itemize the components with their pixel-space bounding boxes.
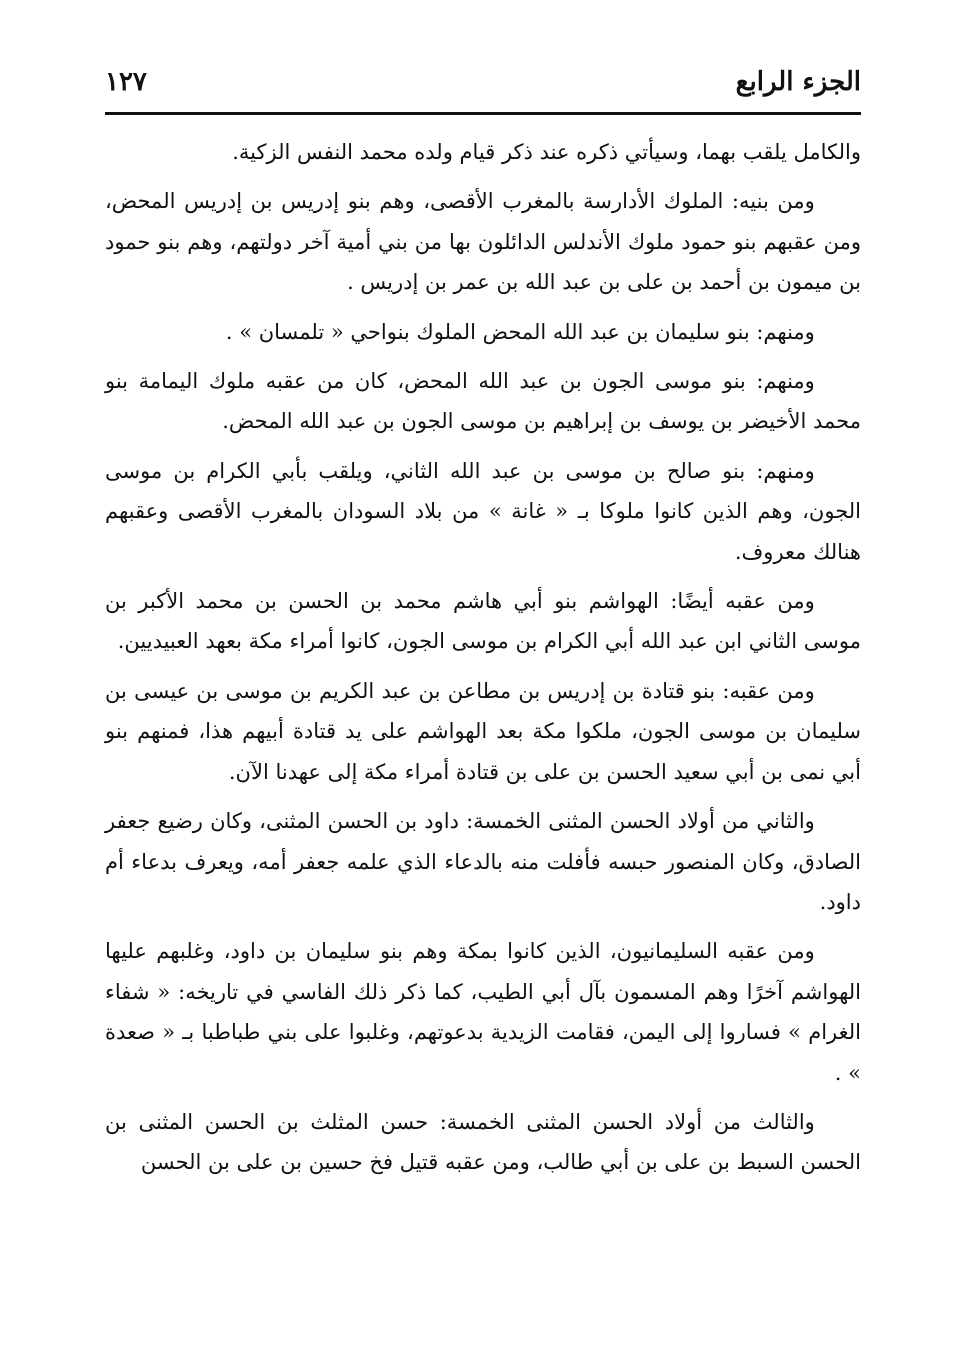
paragraph: ومن عقبه أيضًا: الهواشم بنو أبي هاشم محمد بن الحسن بن محمد الأكبر بن موسى الثاني ابن عبد الله أبي الكرام بن موسى الجون، كانوا أمراء مكة بعهد العبيديين. [105, 589, 861, 654]
paragraph: ومنهم: بنو سليمان بن عبد الله المحض الملوك بنواحي « تلمسان » . [225, 319, 815, 344]
body-text [105, 132, 861, 1192]
paragraph: والثاني من أولاد الحسن المثنى الخمسة: داود بن الحسن المثنى، وكان رضيع جعفر الصادق، وكان المنصور حبسه فأفلت منه بالدعاء الذي علمه جعفر أمه، ويعرف بدعاء أم داود. [105, 809, 861, 914]
paragraph: ومن عقبه السليمانيون، الذين كانوا بمكة وهم بنو سليمان بن داود، وغلبهم عليها الهواشم آخرًا وهم المسمون بآل أبي الطيب، كما ذكر ذلك الفاسي في تاريخه: « شفاء الغرام » فساروا إلى اليمن، فقامت الزيدية بدعوتهم، وغلبوا على بني طباطبا بـ « صعدة » . [105, 939, 861, 1085]
header-rule [105, 112, 861, 115]
paragraph: والثالث من أولاد الحسن المثنى الخمسة: حسن المثلث بن الحسن المثنى بن الحسن السبط بن على بن أبي طالب، ومن عقبه قتيل فخ حسين بن على بن الحسن [105, 1109, 861, 1175]
paragraph: ومنهم: بنو موسى الجون بن عبد الله المحض، كان من عقبه ملوك اليمامة بنو محمد الأخيضر بن يوسف بن إبراهيم بن موسى الجون بن عبد الله المحض. [105, 369, 861, 434]
paragraph: ومنهم: بنو صالح بن موسى بن عبد الله الثاني، ويلقب بأبي الكرام بن موسى الجون، وهم الذين كانوا ملوكا بـ « غانة » من بلاد السودان بالمغرب الأقصى وعقبهم هنالك معروف. [105, 458, 861, 564]
paragraph: والكامل يلقب بهما، وسيأتي ذكره عند ذكر قيام ولده محمد النفس الزكية. [232, 140, 861, 164]
running-title: الجزء الرابع [735, 67, 861, 97]
page-header [105, 62, 861, 106]
paragraph: ومن بنيه: الملوك الأدارسة بالمغرب الأقصى، وهم بنو إدريس بن إدريس المحض، ومن عقبهم بنو حمود ملوك الأندلس الدائلون بها من بني أمية آخر دولتهم، وهم بنو حمود بن ميمون بن أحمد بن على بن عبد الله بن عمر بن إدريس . [105, 189, 861, 295]
page-number: ١٢٧ [105, 67, 147, 97]
paragraph: ومن عقبه: بنو قتادة بن إدريس بن مطاعن بن عبد الكريم بن موسى بن عيسى بن سليمان بن موسى الجون، ملكوا مكة بعد الهواشم على يد قتادة أبيهم هذا، فمنهم بنو أبي نمى بن أبي سعيد الحسن بن على بن قتادة أمراء مكة إلى عهدنا الآن. [105, 678, 861, 784]
